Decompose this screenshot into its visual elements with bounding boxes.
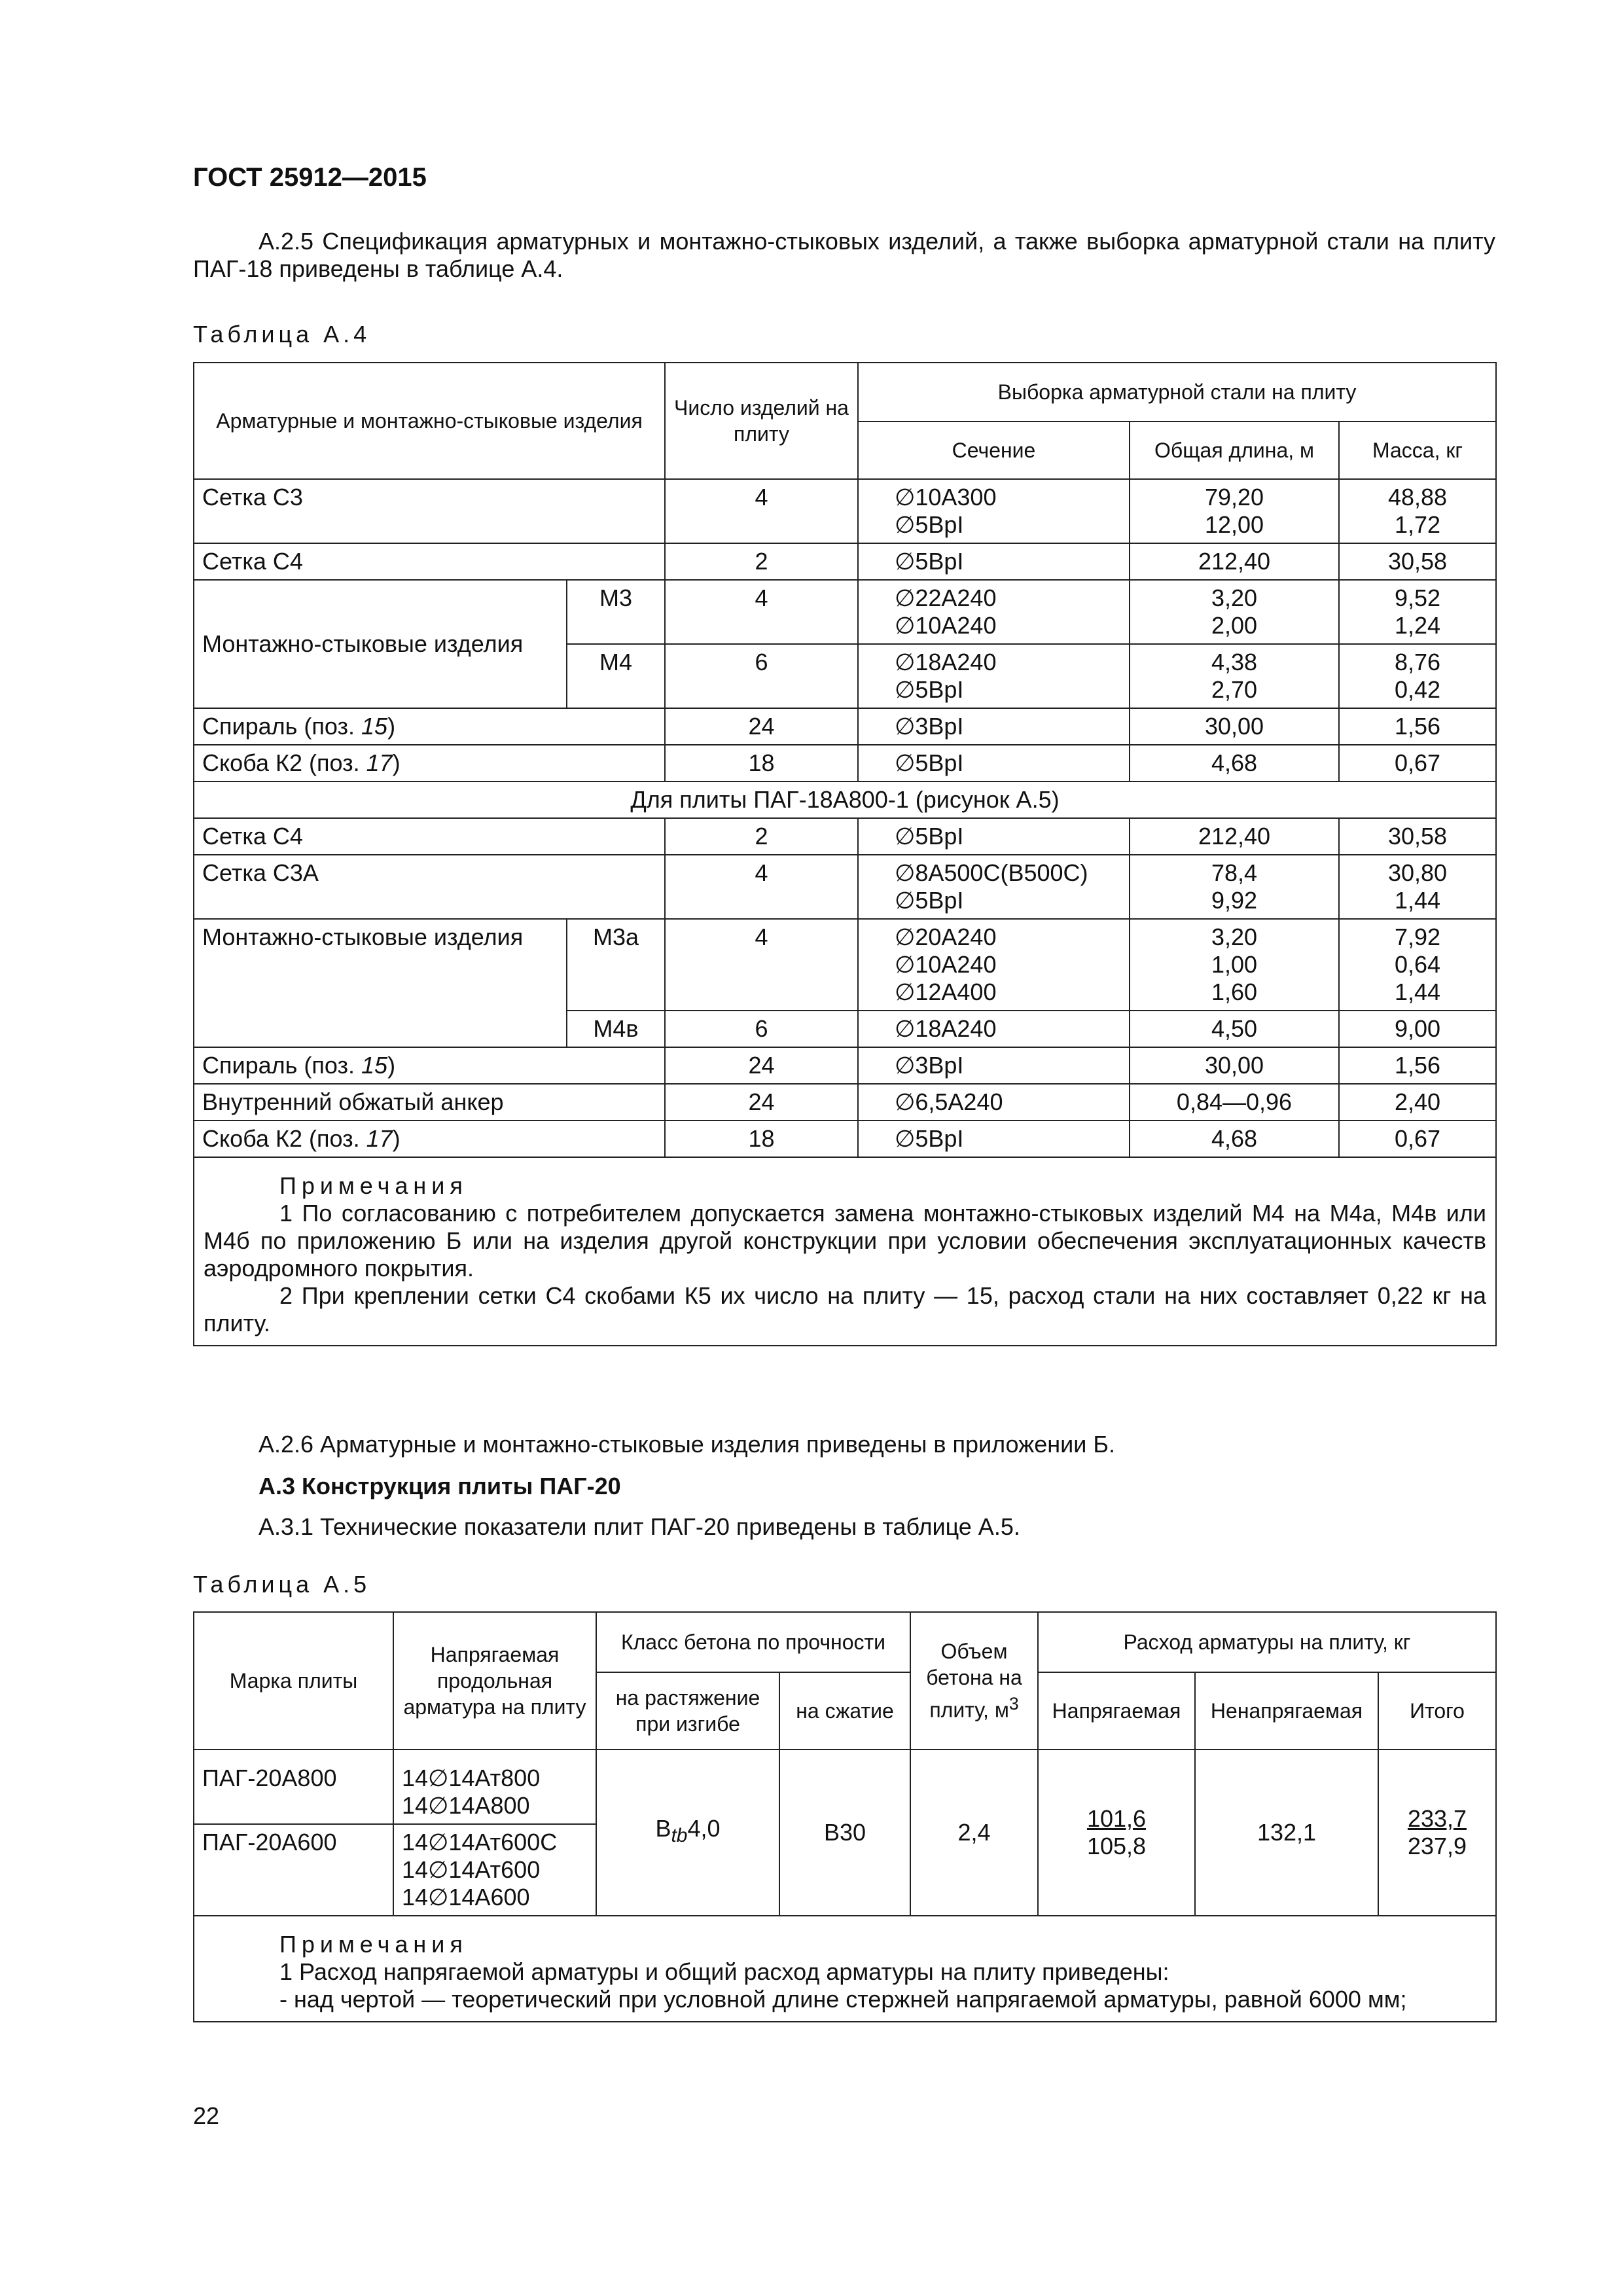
- table-row: [194, 580, 1496, 644]
- item-name: Спираль (поз. 15): [194, 708, 665, 745]
- item-length: 0,84—0,96: [1130, 1084, 1339, 1121]
- header-nonprestressed: Ненапрягаемая: [1195, 1672, 1378, 1749]
- prestressed-consumption: $\frac{101,6}{105,8}$: [1038, 1749, 1195, 1916]
- item-section: ∅6,5А240: [858, 1084, 1130, 1121]
- table-notes-row: [194, 1916, 1496, 2022]
- item-subtype: М4в: [567, 1011, 665, 1047]
- item-length: 212,40: [1130, 543, 1339, 580]
- table-row: [194, 855, 1496, 919]
- item-mass: 2,40: [1339, 1084, 1496, 1121]
- note-2: 2 При креплении сетки С4 скобами К5 их число на плиту — 15, расход стали на них составляет 0,22 кг на плиту.: [204, 1282, 1487, 1336]
- item-length: 4,68: [1130, 1121, 1339, 1157]
- item-name: Монтажно-стыковые изделия: [194, 580, 567, 708]
- item-section: ∅3BpI: [858, 1047, 1130, 1084]
- item-count: 4: [665, 479, 858, 543]
- table-a4-caption: Таблица А.4: [193, 321, 371, 348]
- item-count: 6: [665, 1011, 858, 1047]
- table-a4: [193, 362, 1497, 1346]
- table-row: [194, 1121, 1496, 1157]
- concrete-volume: 2,4: [910, 1749, 1038, 1916]
- paragraph-a25: А.2.5 Спецификация арматурных и монтажно-стыковых изделий, а также выборка арматурной стали на плиту ПАГ-18 приведены в таблице А.4.: [193, 228, 1495, 283]
- item-mass: 30,58: [1339, 818, 1496, 855]
- item-mass: 0,67: [1339, 745, 1496, 781]
- item-name: Скоба К2 (поз. 17): [194, 745, 665, 781]
- note-1: 1 По согласованию с потребителем допускается замена монтажно-стыковых изделий М4 на М4а, М4в или М4б по приложению Б или на изделия другой конструкции при условии обеспечения эксплуатационных качеств аэродромного покрытия.: [204, 1200, 1487, 1282]
- table-row: [194, 1749, 1496, 1824]
- section-heading-a3: А.3 Конструкция плиты ПАГ-20: [259, 1473, 621, 1499]
- header-total: Итого: [1378, 1672, 1496, 1749]
- plate-rebar: 14∅14Ат800 14∅14А800: [393, 1749, 596, 1824]
- plate-mark: ПАГ-20А600: [194, 1824, 393, 1916]
- item-mass: 1,56: [1339, 708, 1496, 745]
- item-length: 4,50: [1130, 1011, 1339, 1047]
- item-mass: 7,92 0,64 1,44: [1339, 919, 1496, 1011]
- table-a5: [193, 1611, 1497, 2022]
- item-section: ∅18А240 ∅5BpI: [858, 644, 1130, 708]
- table-row: [194, 919, 1496, 1011]
- item-count: 6: [665, 644, 858, 708]
- item-mass: 9,52 1,24: [1339, 580, 1496, 644]
- item-count: 4: [665, 855, 858, 919]
- item-length: 79,20 12,00: [1130, 479, 1339, 543]
- table-row: [194, 543, 1496, 580]
- item-section: ∅5BpI: [858, 543, 1130, 580]
- header-mark: Марка плиты: [194, 1612, 393, 1749]
- total-consumption: $\frac{233,7}{237,9}$: [1378, 1749, 1496, 1916]
- item-name: Внутренний обжатый анкер: [194, 1084, 665, 1121]
- item-count: 2: [665, 818, 858, 855]
- item-subtype: М3: [567, 580, 665, 644]
- item-section: ∅5BpI: [858, 745, 1130, 781]
- note-1: 1 Расход напрягаемой арматуры и общий расход арматуры на плиту приведены:: [279, 1958, 1169, 1985]
- header-mass: Масса, кг: [1339, 422, 1496, 479]
- header-prestressed: Напрягаемая: [1038, 1672, 1195, 1749]
- item-name: Сетка С4: [194, 818, 665, 855]
- plate-mark: ПАГ-20А800: [194, 1749, 393, 1824]
- document-header: ГОСТ 25912—2015: [193, 163, 427, 192]
- item-length: 4,38 2,70: [1130, 644, 1339, 708]
- nonprestressed-consumption: 132,1: [1195, 1749, 1378, 1916]
- item-section: ∅22А240 ∅10А240: [858, 580, 1130, 644]
- item-length: 3,20 2,00: [1130, 580, 1339, 644]
- section-title: Для плиты ПАГ-18А800-1 (рисунок А.5): [194, 781, 1496, 818]
- item-count: 2: [665, 543, 858, 580]
- item-length: 30,00: [1130, 1047, 1339, 1084]
- item-length: 212,40: [1130, 818, 1339, 855]
- table-section-row: [194, 781, 1496, 818]
- item-section: ∅18А240: [858, 1011, 1130, 1047]
- item-name: Сетка С3А: [194, 855, 665, 919]
- paragraph-a31: А.3.1 Технические показатели плит ПАГ-20 приведены в таблице А.5.: [259, 1513, 1020, 1540]
- item-section: ∅3BpI: [858, 708, 1130, 745]
- page-number: 22: [193, 2102, 220, 2129]
- table-row: [194, 479, 1496, 543]
- item-mass: 1,56: [1339, 1047, 1496, 1084]
- table-row: [194, 708, 1496, 745]
- note-1a: - над чертой — теоретический при условной длине стержней напрягаемой арматуры, равной 6000 мм;: [279, 1986, 1407, 2013]
- item-name: Спираль (поз. 15): [194, 1047, 665, 1084]
- item-mass: 9,00: [1339, 1011, 1496, 1047]
- item-section: ∅10А300 ∅5BpI: [858, 479, 1130, 543]
- item-length: 4,68: [1130, 745, 1339, 781]
- header-rebar: Напрягаемая продольная арматура на плиту: [393, 1612, 596, 1749]
- table-a5-notes: [194, 1916, 1496, 2022]
- item-mass: 8,76 0,42: [1339, 644, 1496, 708]
- header-concrete-class: Класс бетона по прочности: [596, 1612, 910, 1672]
- notes-title: Примечания: [279, 1931, 468, 1958]
- header-section: Сечение: [858, 422, 1130, 479]
- table-a4-notes: [194, 1157, 1496, 1346]
- item-length: 3,20 1,00 1,60: [1130, 919, 1339, 1011]
- item-name: Монтажно-стыковые изделия: [194, 919, 567, 1047]
- plate-rebar: 14∅14Ат600С 14∅14Ат600 14∅14А600: [393, 1824, 596, 1916]
- item-subtype: М4: [567, 644, 665, 708]
- item-section: ∅20А240 ∅10А240 ∅12А400: [858, 919, 1130, 1011]
- header-selection: Выборка арматурной стали на плиту: [858, 363, 1496, 422]
- header-length: Общая длина, м: [1130, 422, 1339, 479]
- item-section: ∅5BpI: [858, 1121, 1130, 1157]
- table-row: [194, 1047, 1496, 1084]
- item-mass: 48,88 1,72: [1339, 479, 1496, 543]
- item-mass: 0,67: [1339, 1121, 1496, 1157]
- item-count: 24: [665, 708, 858, 745]
- table-notes-row: [194, 1157, 1496, 1346]
- item-count: 18: [665, 745, 858, 781]
- table-row: [194, 745, 1496, 781]
- header-consumption: Расход арматуры на плиту, кг: [1038, 1612, 1496, 1672]
- item-length: 78,4 9,92: [1130, 855, 1339, 919]
- item-section: ∅8А500С(В500С) ∅5BpI: [858, 855, 1130, 919]
- item-subtype: М3а: [567, 919, 665, 1011]
- header-count: Число изделий на плиту: [665, 363, 858, 479]
- item-section: ∅5BpI: [858, 818, 1130, 855]
- item-count: 18: [665, 1121, 858, 1157]
- item-count: 24: [665, 1047, 858, 1084]
- header-items: Арматурные и монтажно-стыковые изделия: [194, 363, 665, 479]
- item-count: 4: [665, 919, 858, 1011]
- item-count: 24: [665, 1084, 858, 1121]
- item-mass: 30,80 1,44: [1339, 855, 1496, 919]
- item-count: 4: [665, 580, 858, 644]
- item-name: Сетка С4: [194, 543, 665, 580]
- table-a5-caption: Таблица А.5: [193, 1571, 371, 1598]
- header-volume: Объем бетона на плиту, $м^3$: [910, 1612, 1038, 1749]
- table-row: [194, 818, 1496, 855]
- item-length: 30,00: [1130, 708, 1339, 745]
- notes-title: Примечания: [279, 1172, 468, 1199]
- header-tension: на растяжение при изгибе: [596, 1672, 779, 1749]
- tension-class: $B_{tb}4,0$: [596, 1749, 779, 1916]
- item-mass: 30,58: [1339, 543, 1496, 580]
- compression-class: В30: [779, 1749, 910, 1916]
- table-row: [194, 1084, 1496, 1121]
- item-name: Скоба К2 (поз. 17): [194, 1121, 665, 1157]
- header-compression: на сжатие: [779, 1672, 910, 1749]
- paragraph-a26: А.2.6 Арматурные и монтажно-стыковые изделия приведены в приложении Б.: [259, 1431, 1116, 1458]
- item-name: Сетка С3: [194, 479, 665, 543]
